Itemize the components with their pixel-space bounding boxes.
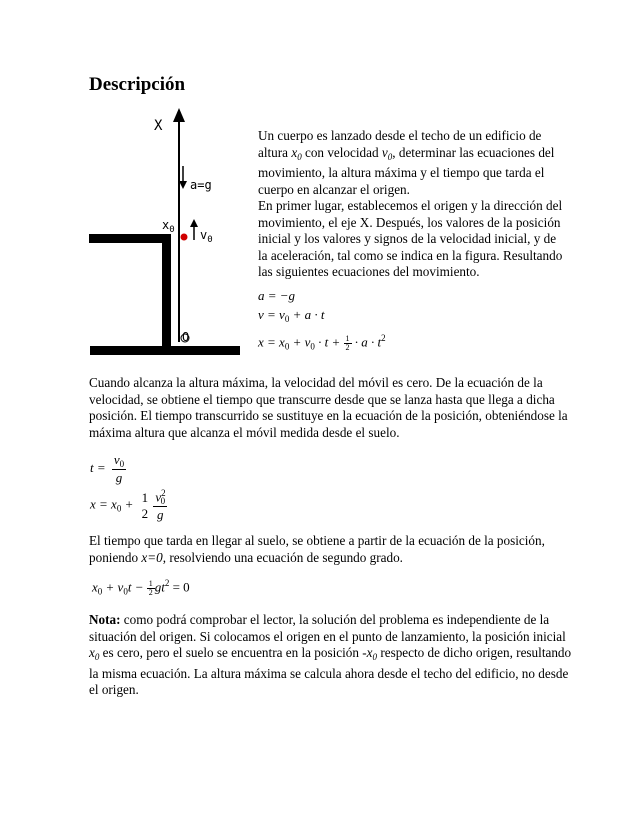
v0-label: $v_0$ <box>200 228 213 245</box>
intro-paragraph-2: En primer lugar, establecemos el origen y la dirección del movimiento, el eje X. Después, los valores de la posición inicial y los valores y signos de la velocidad inicial, y de la aceleración, tal como se indica en la figura. Resultando las siguientes ecuaciones del movimiento. <box>258 198 563 280</box>
intro-paragraph-1: Un cuerpo es lanzado desde el techo de un edificio de altura $x_0$ con velocidad $v_0$, determinar las ecuaciones del movimiento, la altura máxima y el tiempo que tarda el cuerpo en alcanzar el origen. <box>258 128 555 197</box>
figure <box>88 104 248 364</box>
building-wall <box>162 234 171 346</box>
accel-arrow-icon <box>179 181 187 189</box>
equation-velocity: $v = v_0 + a \cdot t$ <box>258 307 325 324</box>
max-height-paragraph: Cuando alcanza la altura máxima, la velocidad del móvil es cero. De la ecuación de la velocidad, se obtiene el tiempo que transcurre desde que se lanza hasta que llega a dicha posición. El tiempo transcurrido se sustituye en la ecuación de la posición, obteniéndose la máxima altura que alcanza el móvil medida desde el suelo. <box>89 375 568 440</box>
ground <box>90 346 240 355</box>
note-paragraph: Nota: como podrá comprobar el lector, la solución del problema es independiente de la situación del origen. Si colocamos el origen en el punto de lanzamiento, la posición inicial $x_0$ es cero, pero el suelo se encuentra en la posición $-x_0$ respecto de dicho origen, resultando la misma ecuación. La altura máxima se calcula ahora desde el techo del edificio, no desde el origen. <box>89 612 572 698</box>
axis-label: X <box>154 118 163 134</box>
x-axis-arrow-icon <box>173 108 185 122</box>
equations-motion <box>258 286 386 356</box>
body-dot <box>181 234 188 241</box>
ground-paragraph: El tiempo que tarda en llegar al suelo, se obtiene a partir de la ecuación de la posición, poniendo x=0, resolviendo una ecuación de segundo grado. <box>89 533 545 565</box>
building-roof <box>89 234 169 243</box>
velocity-arrow-icon <box>190 219 198 227</box>
x0-label: $x_0$ <box>162 218 175 235</box>
equation-time-max: t = $\frac{v_0}{g}$ <box>90 452 125 485</box>
accel-label: a=g <box>190 178 212 192</box>
equation-ground: $x_0 + v_0t$ − $\frac{1}{2}$ $gt^2 = 0$ <box>92 578 190 597</box>
equation-max-height: $x = x_0$ + 1 2 $\frac{v^2_0}{g}$ <box>90 488 166 523</box>
note-label: Nota: <box>89 612 121 627</box>
equation-acceleration: a = −g <box>258 288 296 303</box>
origin-label: O <box>182 330 190 344</box>
page-title: Descripción <box>89 74 186 95</box>
equation-position: $x = x_0 + v_0 \cdot t$ + $\frac{1}{2}$ · $a \cdot t^2$ <box>258 333 386 352</box>
